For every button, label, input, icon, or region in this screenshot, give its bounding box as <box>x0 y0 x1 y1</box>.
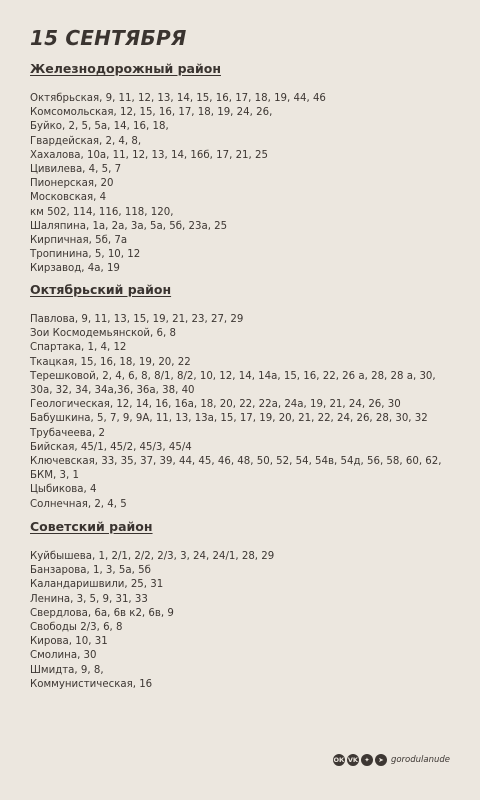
street-entry: Тропинина, 5, 10, 12 <box>30 249 141 261</box>
street-entry: Солнечная, 2, 4, 5 <box>30 498 127 510</box>
street-entry: Бийская, 45/1, 45/2, 45/3, 45/4 <box>30 441 192 453</box>
district-heading: Октябрьский район <box>30 282 172 297</box>
street-entry: Московская, 4 <box>30 192 107 204</box>
street-entry: Павлова, 9, 11, 13, 15, 19, 21, 23, 27, 29 <box>30 314 244 325</box>
street-entry: Смолина, 30 <box>30 650 97 662</box>
street-entry: Свободы 2/3, 6, 8 <box>30 622 123 634</box>
street-list <box>30 550 460 692</box>
street-entry: Коммунистическая, 16 <box>30 678 153 690</box>
street-entry: Октябрьская, 9, 11, 12, 13, 14, 15, 16, 17, 18, 19, 44, 46 <box>30 93 326 104</box>
street-entry: Зои Космодемьянской, 6, 8 <box>30 328 176 340</box>
odnoklassniki-icon[interactable]: ✦ <box>361 754 373 766</box>
social-footer <box>333 754 450 766</box>
district-section-zheleznodorozhny <box>30 61 460 277</box>
street-entry: Куйбышева, 1, 2/1, 2/2, 2/3, 3, 24, 24/1, 28, 29 <box>30 551 275 562</box>
street-entry: Кирпичная, 5б, 7а <box>30 235 128 247</box>
street-entry: км 502, 114, 116, 118, 120, <box>30 206 174 218</box>
street-entry: Шмидта, 9, 8, <box>30 664 104 676</box>
district-section-oktyabrsky <box>30 282 460 512</box>
street-entry: Шаляпина, 1а, 2а, 3а, 5а, 5б, 23а, 25 <box>30 220 228 232</box>
street-entry: Терешковой, 2, 4, 6, 8, 8/1, 8/2, 10, 12, 14, 14а, 15, 16, 22, 26 а, 28, 28 а, 30, 30а, 32, 34, 34а,36, 36а, 38, 40 <box>30 370 436 397</box>
street-entry: Спартака, 1, 4, 12 <box>30 342 127 354</box>
social-handle[interactable]: gorodulanude <box>390 755 450 765</box>
ok-icon[interactable]: ОК <box>333 756 345 764</box>
district-section-sovetsky <box>30 519 460 692</box>
street-entry: Цыбикова, 4 <box>30 484 97 496</box>
street-entry: Буйко, 2, 5, 5а, 14, 16, 18, <box>30 121 169 133</box>
street-entry: Трубачеева, 2 <box>30 427 106 439</box>
street-entry: Бабушкина, 5, 7, 9, 9А, 11, 13, 13а, 15, 17, 19, 20, 21, 22, 24, 26, 28, 30, 32 <box>30 413 428 425</box>
street-entry: Комсомольская, 12, 15, 16, 17, 18, 19, 24, 26, <box>30 107 273 119</box>
street-list <box>30 92 460 277</box>
street-entry: Хахалова, 10а, 11, 12, 13, 14, 16б, 17, 21, 25 <box>30 149 268 161</box>
street-entry: Цивилева, 4, 5, 7 <box>30 164 122 176</box>
street-entry: Геологическая, 12, 14, 16, 16а, 18, 20, 22, 22а, 24а, 19, 21, 24, 26, 30 <box>30 399 401 411</box>
page-title: 15 СЕНТЯБРЯ <box>30 26 187 50</box>
street-entry: Свердлова, 6а, 6в к2, 6в, 9 <box>30 607 174 619</box>
street-entry: Каландаришвили, 25, 31 <box>30 579 164 591</box>
street-entry: БКМ, 3, 1 <box>30 470 79 482</box>
street-list <box>30 313 460 512</box>
district-heading: Железнодорожный район <box>30 61 221 76</box>
street-entry: Кирова, 10, 31 <box>30 636 108 648</box>
street-entry: Кирзавод, 4а, 19 <box>30 263 120 275</box>
district-heading: Советский район <box>30 519 153 534</box>
telegram-icon[interactable]: ➤ <box>375 754 387 766</box>
street-entry: Банзарова, 1, 3, 5а, 5б <box>30 565 151 577</box>
street-entry: Пионерская, 20 <box>30 178 114 190</box>
street-entry: Ткацкая, 15, 16, 18, 19, 20, 22 <box>30 356 191 368</box>
street-entry: Ленина, 3, 5, 9, 31, 33 <box>30 593 148 605</box>
street-entry: Гвардейская, 2, 4, 8, <box>30 135 142 147</box>
vk-icon[interactable]: VK <box>347 756 358 764</box>
street-entry: Ключевская, 33, 35, 37, 39, 44, 45, 46, 48, 50, 52, 54, 54в, 54д, 56, 58, 60, 62, <box>30 456 442 468</box>
